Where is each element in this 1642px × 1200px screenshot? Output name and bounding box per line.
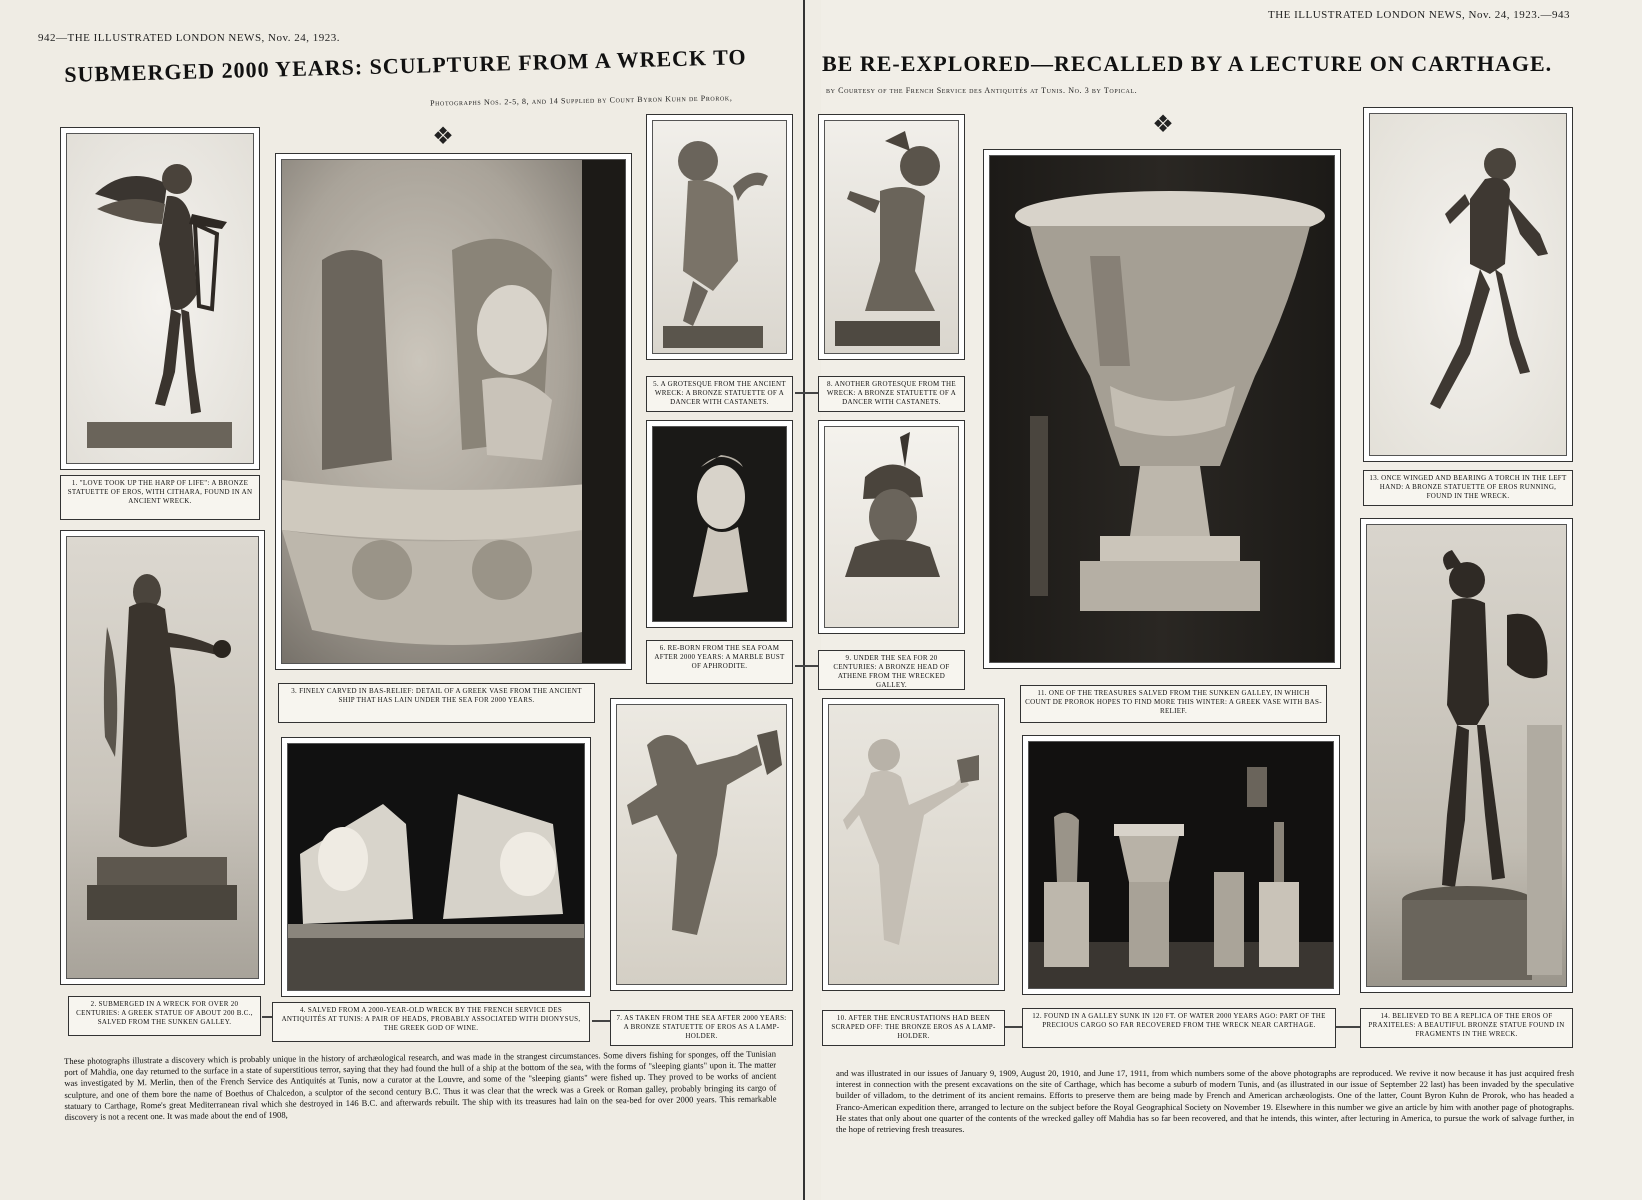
caption-4: 4. SALVED FROM A 2000-YEAR-OLD WRECK BY THE FRENCH SERVICE DES ANTIQUITÉS AT TUNIS: A PAIR OF HEADS, PROBABLY ASSOCIATED WITH DIONYSUS, THE GREEK GOD OF WINE.	[272, 1002, 590, 1042]
left-running-head: 942—THE ILLUSTRATED LONDON NEWS, Nov. 24, 1923.	[38, 32, 341, 44]
photo-8-dancer	[818, 114, 965, 360]
caption-connector	[795, 665, 818, 667]
caption-10: 10. AFTER THE ENCRUSTATIONS HAD BEEN SCRAPED OFF: THE BRONZE EROS AS A LAMP-HOLDER.	[822, 1010, 1005, 1046]
dancer-illustration	[825, 121, 959, 354]
body-text-left	[64, 1049, 777, 1124]
recovered-cargo-illustration	[1029, 742, 1334, 989]
ornament-right-icon: ❖	[1152, 112, 1174, 138]
page-gutter	[803, 0, 805, 1200]
caption-11: 11. ONE OF THE TREASURES SALVED FROM THE SUNKEN GALLEY, IN WHICH COUNT DE PROROK HOPES TO FIND MORE THIS WINTER: A GREEK VASE WITH BAS-RELIEF.	[1020, 685, 1327, 723]
headline-left: SUBMERGED 2000 YEARS: SCULPTURE FROM A WRECK TO	[64, 44, 747, 87]
greek-statue-illustration	[67, 537, 259, 979]
eros-running-illustration	[1370, 114, 1567, 456]
photo-credit-right: by Courtesy of the French Service des Antiquités at Tunis. No. 3 by Topical.	[826, 86, 1138, 95]
caption-6: 6. RE-BORN FROM THE SEA FOAM AFTER 2000 YEARS: A MARBLE BUST OF APHRODITE.	[646, 640, 793, 684]
caption-3: 3. FINELY CARVED IN BAS-RELIEF: DETAIL OF A GREEK VASE FROM THE ANCIENT SHIP THAT HAS LAIN UNDER THE SEA FOR 2000 YEARS.	[278, 683, 595, 723]
body-paragraph-right: and was illustrated in our issues of January 9, 1909, August 20, 1910, and June 17, 1911, from which numbers some of the above photographs are reproduced. We revive it now because it has just acquired fresh interest in connection with the present excavations on the site of Carthage, which has become a suburb of modern Tunis, and (as illustrated in our issue of September 22 last) has been invaded by the speculative builder of villadom, to the detriment of its ancient remains. Efforts to preserve them are being made by French and American archæologists. One of the latter, Count Byron Kuhn de Prorok, who has headed a Franco-American expedition there, arranged to lecture on the subject before the Royal Geographical Society on November 19. Elsewhere in this number we give an article by him with another page of photographs. He states that only about one quarter of the contents of the wrecked galley off Mahdia has so far been recovered, and that he intends, this winter, after lecturing in America, to pursue the work of salvage further, in the hope of retrieving fresh treasures.	[836, 1068, 1574, 1135]
bas-relief-illustration	[282, 160, 626, 664]
photo-10-eros-cleaned	[822, 698, 1005, 991]
dancer-grotesque-illustration	[653, 121, 787, 354]
photo-3-bas-relief	[275, 153, 632, 670]
body-paragraph-left: These photographs illustrate a discovery which is probably unique in the history of archæological research, and was made in the strangest circumstances. Some divers fishing for sponges, off the Tunisian port of Mahdia, one day returned to the surface in a state of superstitious terror, saying that they had found the hull of a ship at the bottom of the sea, with the forms of "sleeping giants" upon it. The matter was investigated by M. Merlin, then of the French Service des Antiquités at Tunis, now a curator at the Louvre, and some of the "sleeping giants" were fished up. They proved to be works of ancient sculpture, and one of them bore the name of Boethus of Chalcedon, a sculptor of the second century B.C. Thus it was clear that the wreck was a Greek or Roman galley, probably bringing its cargo of statuary to Carthage, Rome's great Mediterranean rival which she destroyed in 146 B.C. and afterwards rebuilt. The ship with its treasures had lain on the sea-bed for over 2000 years. This remarkable discovery is not a recent one. It was made about the end of 1908,	[64, 1048, 777, 1123]
athene-head-illustration	[825, 427, 959, 628]
body-text-right	[836, 1068, 1574, 1135]
photo-5-dancer-grotesque	[646, 114, 793, 360]
photo-1-eros-cithara	[60, 127, 260, 470]
caption-connector	[1336, 1026, 1360, 1028]
caption-1: 1. "LOVE TOOK UP THE HARP OF LIFE": A BRONZE STATUETTE OF EROS, WITH CITHARA, FOUND IN AN ANCIENT WRECK.	[60, 475, 260, 520]
eros-cleaned-illustration	[829, 705, 999, 985]
caption-12: 12. FOUND IN A GALLEY SUNK IN 120 FT. OF WATER 2000 YEARS AGO: PART OF THE PRECIOUS CARGO SO FAR RECOVERED FROM THE WRECK NEAR CARTHAGE.	[1022, 1008, 1336, 1048]
photo-credit-left: Photographs Nos. 2-5, 8, and 14 Supplied by Count Byron Kuhn de Prorok,	[429, 93, 733, 108]
greek-vase-illustration	[990, 156, 1335, 663]
caption-8: 8. ANOTHER GROTESQUE FROM THE WRECK: A BRONZE STATUETTE OF A DANCER WITH CASTANETS.	[818, 376, 965, 412]
caption-connector	[1005, 1026, 1022, 1028]
caption-2: 2. SUBMERGED IN A WRECK FOR OVER 20 CENTURIES: A GREEK STATUE OF ABOUT 200 B.C., SALVED FROM THE SUNKEN GALLEY.	[68, 996, 261, 1036]
photo-13-eros-running	[1363, 107, 1573, 462]
photo-6-aphrodite	[646, 420, 793, 628]
caption-connector	[262, 1016, 272, 1018]
headline-right: BE RE-EXPLORED—RECALLED BY A LECTURE ON CARTHAGE.	[822, 51, 1553, 76]
photo-2-greek-statue	[60, 530, 265, 985]
caption-9: 9. UNDER THE SEA FOR 20 CENTURIES: A BRONZE HEAD OF ATHENE FROM THE WRECKED GALLEY.	[818, 650, 965, 690]
right-running-head: THE ILLUSTRATED LONDON NEWS, Nov. 24, 1923.—943	[1268, 9, 1571, 21]
photo-9-athene	[818, 420, 965, 634]
photo-7-eros-encrusted	[610, 698, 793, 991]
photo-14-eros-praxiteles	[1360, 518, 1573, 993]
caption-connector	[592, 1020, 610, 1022]
caption-7: 7. AS TAKEN FROM THE SEA AFTER 2000 YEARS: A BRONZE STATUETTE OF EROS AS A LAMP-HOLDER.	[610, 1010, 793, 1046]
caption-5: 5. A GROTESQUE FROM THE ANCIENT WRECK: A BRONZE STATUETTE OF A DANCER WITH CASTANETS.	[646, 376, 793, 412]
eros-encrusted-illustration	[617, 705, 787, 985]
pair-of-heads-illustration	[288, 744, 585, 991]
ornament-left-icon: ❖	[432, 124, 454, 150]
caption-connector	[795, 392, 818, 394]
photo-11-greek-vase	[983, 149, 1341, 669]
eros-cithara-illustration	[67, 134, 254, 464]
caption-14: 14. BELIEVED TO BE A REPLICA OF THE EROS OF PRAXITELES: A BEAUTIFUL BRONZE STATUE FOUND IN FRAGMENTS IN THE WRECK.	[1360, 1008, 1573, 1048]
eros-praxiteles-illustration	[1367, 525, 1567, 987]
aphrodite-bust-illustration	[653, 427, 787, 622]
caption-13: 13. ONCE WINGED AND BEARING A TORCH IN THE LEFT HAND: A BRONZE STATUETTE OF EROS RUNNING, FOUND IN THE WRECK.	[1363, 470, 1573, 506]
photo-4-pair-of-heads	[281, 737, 591, 997]
photo-12-recovered-cargo	[1022, 735, 1340, 995]
